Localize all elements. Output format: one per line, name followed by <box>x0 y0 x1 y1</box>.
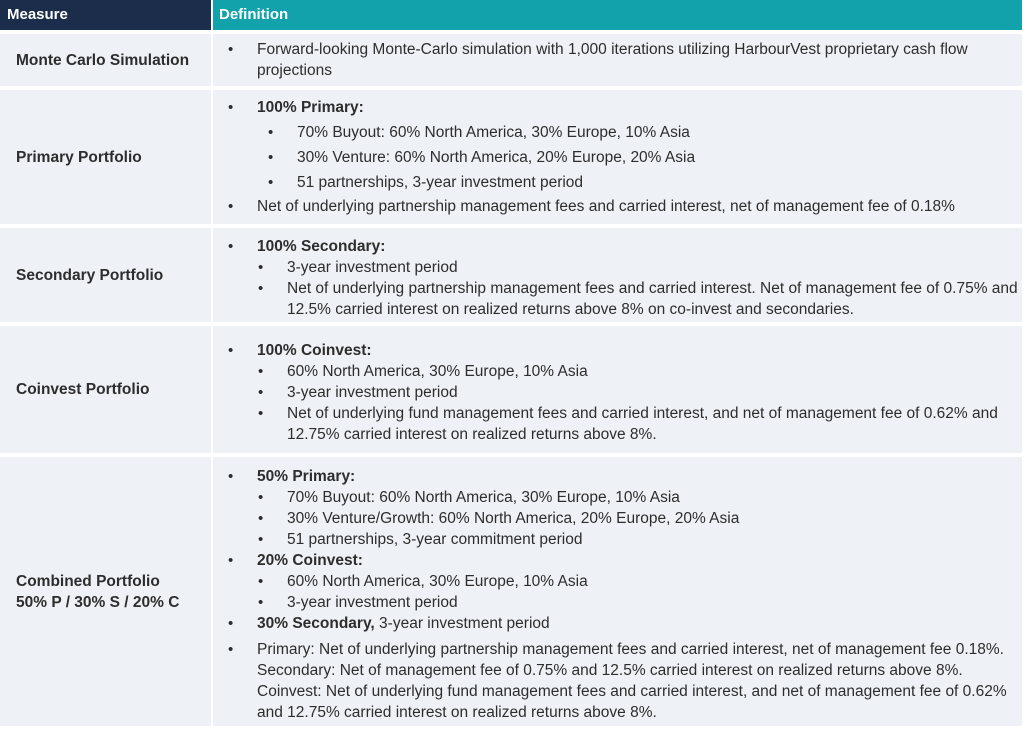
definition-text: 12.5% carried interest on realized returns above 8% on co-invest and secondaries. <box>287 301 854 318</box>
bullet-icon: • <box>228 641 234 658</box>
bullet-icon: • <box>258 384 264 401</box>
definition-text <box>257 613 550 634</box>
definition-heading: 50% Primary: <box>257 468 356 485</box>
measure-label: Coinvest Portfolio <box>16 381 150 398</box>
definition-heading: 100% Primary: <box>257 99 364 116</box>
definition-text: and 12.75% carried interest on realized returns above 8%. <box>257 704 657 721</box>
bullet-icon: • <box>268 149 274 166</box>
bullet-icon: • <box>228 99 234 116</box>
bullet-icon: • <box>268 174 274 191</box>
definition-text: 70% Buyout: 60% North America, 30% Europe, 10% Asia <box>287 489 680 506</box>
measure-label: Monte Carlo Simulation <box>16 51 190 69</box>
definition-cell <box>213 34 1022 86</box>
bullet-icon: • <box>228 468 234 485</box>
definition-text: Net of underlying partnership management fees and carried interest, net of management fee of 0.18% <box>257 198 955 215</box>
definition-text: 30% Venture: 60% North America, 20% Europe, 20% Asia <box>297 149 696 166</box>
bullet-icon: • <box>228 552 234 569</box>
definition-cell <box>213 457 1022 726</box>
bullet-icon: • <box>258 280 264 297</box>
measure-label-line: 50% P / 30% S / 20% C <box>16 593 180 611</box>
definition-heading: 100% Coinvest: <box>257 342 372 359</box>
definition-text: 12.75% carried interest on realized returns above 8%. <box>287 426 657 443</box>
definition-heading: 100% Secondary: <box>257 238 386 255</box>
table-header <box>0 0 1022 30</box>
table-row <box>0 322 1022 453</box>
bullet-icon: • <box>228 238 234 255</box>
definition-text: 51 partnerships, 3-year commitment period <box>287 531 583 548</box>
definition-text: Net of underlying fund management fees and carried interest, and net of management fee of 0.62% and <box>287 405 998 422</box>
measure-label-line: Combined Portfolio <box>16 572 160 590</box>
definition-heading: 30% Secondary, <box>257 615 375 632</box>
definition-cell <box>213 228 1022 322</box>
bullet-icon: • <box>258 405 264 422</box>
definition-text: 60% North America, 30% Europe, 10% Asia <box>287 363 588 380</box>
definition-cell <box>213 326 1022 453</box>
measure-label: Secondary Portfolio <box>16 266 164 284</box>
bullet-icon: • <box>228 198 234 215</box>
definition-text: 70% Buyout: 60% North America, 30% Europe, 10% Asia <box>297 124 690 141</box>
definition-text: Secondary: Net of management fee of 0.75% and 12.5% carried interest on realized returns above 8%. <box>257 662 963 679</box>
definition-text: projections <box>257 62 332 79</box>
definition-cell <box>213 90 1022 224</box>
measure-label: Primary Portfolio <box>16 148 142 166</box>
definition-column-header: Definition <box>213 0 1022 30</box>
definition-text: Net of underlying partnership management fees and carried interest. Net of management fee of 0.75% and <box>287 280 1018 297</box>
definition-text: Coinvest: Net of underlying fund management fees and carried interest, and net of management fee of 0.62% <box>257 683 1007 700</box>
definition-text: Primary: Net of underlying partnership management fees and carried interest, net of management fee 0.18%. <box>257 641 1004 658</box>
definition-text: 51 partnerships, 3-year investment period <box>297 174 584 191</box>
bullet-icon: • <box>258 489 264 506</box>
definition-text: 3-year investment period <box>374 615 550 632</box>
bullet-icon: • <box>228 342 234 359</box>
measure-column-header: Measure <box>0 0 211 30</box>
table-row <box>0 453 1022 726</box>
table-row <box>0 224 1022 322</box>
definition-heading: 20% Coinvest: <box>257 552 363 569</box>
bullet-icon: • <box>258 594 264 611</box>
bullet-icon: • <box>268 124 274 141</box>
bullet-icon: • <box>258 573 264 590</box>
definition-text: 3-year investment period <box>287 594 458 611</box>
definition-text: 3-year investment period <box>287 384 458 401</box>
definition-text: 60% North America, 30% Europe, 10% Asia <box>287 573 588 590</box>
definition-text: 30% Venture/Growth: 60% North America, 20% Europe, 20% Asia <box>287 510 740 527</box>
definition-text: Forward-looking Monte-Carlo simulation with 1,000 iterations utilizing HarbourVest proprietary cash flow <box>257 41 968 58</box>
definition-text: 3-year investment period <box>287 259 458 276</box>
bullet-icon: • <box>258 510 264 527</box>
bullet-icon: • <box>258 363 264 380</box>
table-row <box>0 86 1022 224</box>
table-row <box>0 30 1022 86</box>
measure-label <box>0 457 211 726</box>
bullet-icon: • <box>258 259 264 276</box>
bullet-icon: • <box>228 615 234 632</box>
bullet-icon: • <box>258 531 264 548</box>
bullet-icon: • <box>228 41 234 58</box>
